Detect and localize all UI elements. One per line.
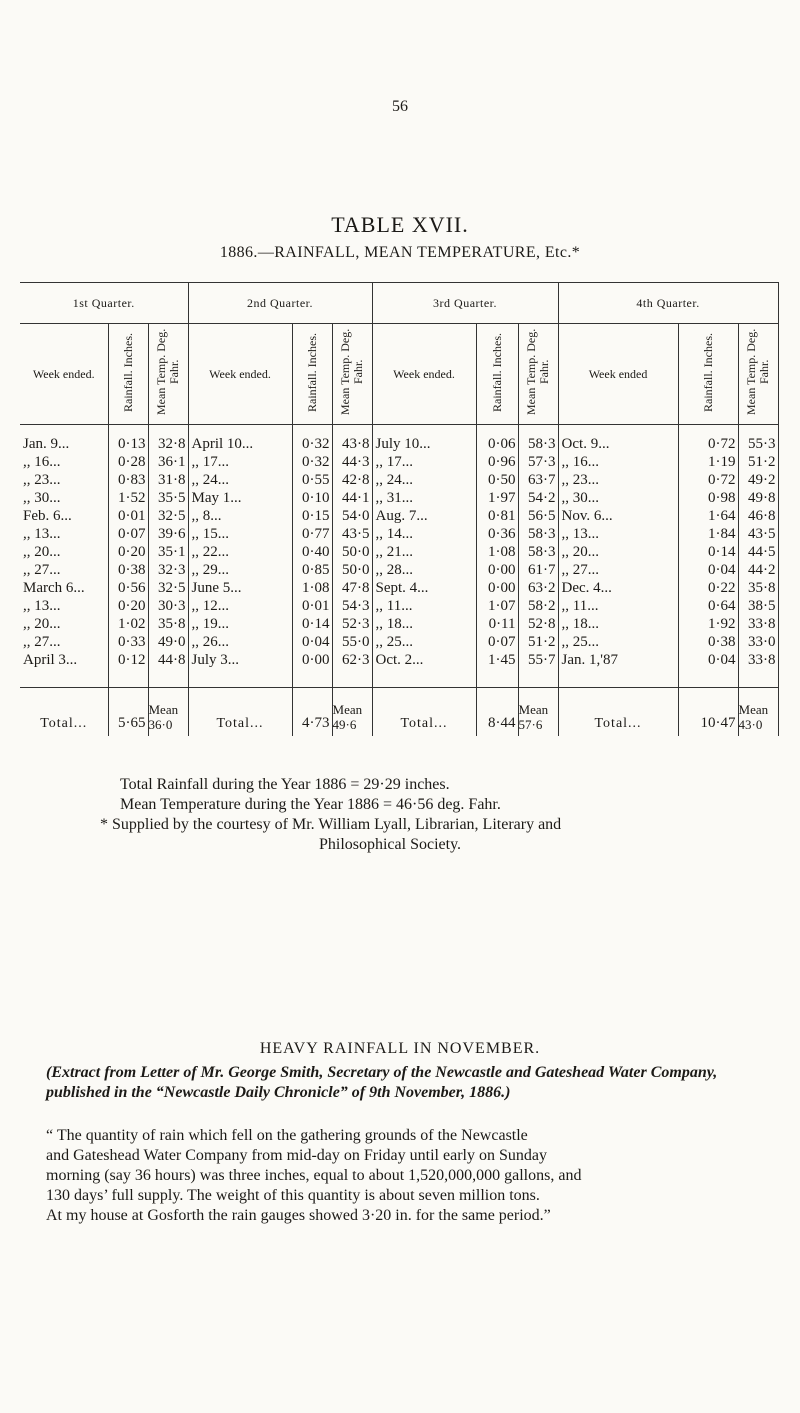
mean-temp-cell: 33·0 [738, 633, 778, 651]
vertical-header-text: Mean Temp. Deg. Fahr. [154, 328, 181, 416]
table-row [20, 425, 778, 454]
rainfall-cell: 0·56 [108, 579, 148, 597]
mean-temp-cell [518, 688, 558, 737]
mean-temp-cell: 58·3 [518, 543, 558, 561]
rainfall-cell: 1·08 [476, 543, 518, 561]
mean-temp-cell: 35·8 [148, 615, 188, 633]
mean-temp-cell: 32·5 [148, 507, 188, 525]
week-ended-cell: ,, 21... [372, 543, 476, 561]
mean-temp-cell: 43·5 [332, 525, 372, 543]
footnote-line: * Supplied by the courtesy of Mr. William Lyall, Librarian, Literary and [100, 816, 562, 833]
vertical-header-text: Mean Temp. Deg. Fahr. [744, 328, 772, 416]
week-ended-cell: April 10... [188, 425, 292, 454]
rainfall-cell: 1·92 [678, 615, 738, 633]
mean-temp-header [738, 324, 778, 425]
rainfall-cell: 0·04 [678, 561, 738, 579]
totals-row [20, 688, 778, 737]
week-ended-header: Week ended. [372, 324, 476, 425]
table-row [20, 489, 778, 507]
week-ended-cell: ,, 27... [23, 634, 61, 650]
week-ended-cell: ,, 23... [23, 472, 61, 488]
mean-temp-cell: 32·5 [148, 579, 188, 597]
mean-label: Mean [518, 702, 549, 717]
mean-temp-cell: 55·7 [518, 651, 558, 688]
vertical-header-text: Mean Temp. Deg. Fahr. [524, 328, 552, 416]
mean-temp-cell [738, 688, 778, 737]
rainfall-cell: 1·08 [292, 579, 332, 597]
week-ended-cell: ,, 24... [372, 471, 476, 489]
mean-temp-cell: 42·8 [332, 471, 372, 489]
mean-temp-cell: 54·3 [332, 597, 372, 615]
mean-temp-cell: 32·3 [148, 561, 188, 579]
mean-temp-header [332, 324, 372, 425]
mean-temp-value: 36·0 [148, 717, 173, 732]
week-ended-cell: ,, 20... [23, 616, 61, 632]
week-ended-cell: ,, 25... [558, 633, 678, 651]
mean-temp-cell: 49·8 [738, 489, 778, 507]
vertical-header-text: Rainfall. Inches. [489, 332, 504, 412]
mean-temp-cell [332, 688, 372, 737]
mean-temp-cell: 50·0 [332, 561, 372, 579]
table-row [20, 651, 778, 688]
mean-temp-cell: 55·3 [738, 425, 778, 454]
total-label: Total... [558, 688, 678, 737]
rainfall-cell: 0·00 [476, 579, 518, 597]
week-ended-cell: ,, 11... [558, 597, 678, 615]
mean-temp-cell: 39·6 [148, 525, 188, 543]
mean-temp-cell: 54·0 [332, 507, 372, 525]
rainfall-cell: 0·32 [292, 453, 332, 471]
summary-notes [60, 775, 760, 855]
table-title: TABLE XVII. [331, 212, 469, 237]
mean-temp-cell: 54·2 [518, 489, 558, 507]
week-ended-cell: ,, 11... [372, 597, 476, 615]
mean-temp-cell: 38·5 [738, 597, 778, 615]
table-row [20, 579, 778, 597]
mean-temp-cell: 44·5 [738, 543, 778, 561]
rainfall-header [476, 324, 518, 425]
total-rainfall-note: Total Rainfall during the Year 1886 = 29·29 inches. [120, 776, 450, 793]
week-ended-cell: ,, 18... [372, 615, 476, 633]
week-ended-cell: Feb. 6... [23, 508, 72, 524]
vertical-header-text: Rainfall. Inches. [700, 332, 715, 412]
column-header-row [20, 324, 778, 425]
vertical-header-text: Rainfall. Inches. [120, 332, 135, 412]
week-ended-cell: Jan. 9... [23, 436, 70, 452]
rainfall-cell: 0·98 [678, 489, 738, 507]
rainfall-cell: 0·04 [292, 633, 332, 651]
mean-temp-cell: 52·8 [518, 615, 558, 633]
week-ended-cell: ,, 13... [23, 526, 61, 542]
week-ended-cell: ,, 27... [558, 561, 678, 579]
quote-line: 130 days’ full supply. The weight of this quantity is about seven million tons. [46, 1187, 540, 1204]
rainfall-header [292, 324, 332, 425]
rainfall-cell: 0·10 [292, 489, 332, 507]
rainfall-cell: 0·07 [108, 525, 148, 543]
table-row [20, 525, 778, 543]
week-ended-cell: ,, 15... [188, 525, 292, 543]
rainfall-cell: 0·20 [108, 597, 148, 615]
mean-temp-value: 43·0 [738, 717, 763, 732]
rainfall-header [678, 324, 738, 425]
week-ended-cell: ,, 23... [558, 471, 678, 489]
mean-temp-cell: 33·8 [738, 615, 778, 633]
mean-temp-value: 57·6 [518, 717, 543, 732]
rainfall-cell: 0·06 [476, 425, 518, 454]
rainfall-cell: 0·77 [292, 525, 332, 543]
week-ended-cell: ,, 28... [372, 561, 476, 579]
article-heading: HEAVY RAINFALL IN NOVEMBER. [259, 1040, 541, 1057]
mean-temp-cell: 49·2 [738, 471, 778, 489]
mean-temp-cell: 31·8 [148, 471, 188, 489]
total-rainfall: 4·73 [292, 688, 332, 737]
rainfall-cell: 1·07 [476, 597, 518, 615]
week-ended-cell: June 5... [188, 579, 292, 597]
rainfall-cell: 0·13 [108, 425, 148, 454]
mean-temperature-note: Mean Temperature during the Year 1886 = 46·56 deg. Fahr. [120, 796, 501, 813]
rainfall-cell: 0·28 [108, 453, 148, 471]
rainfall-cell: 0·15 [292, 507, 332, 525]
mean-temp-cell: 44·1 [332, 489, 372, 507]
quarter-heading: 2nd Quarter. [188, 283, 372, 324]
week-ended-cell: April 3... [23, 652, 78, 668]
mean-temp-cell: 50·0 [332, 543, 372, 561]
week-ended-cell: ,, 29... [188, 561, 292, 579]
rainfall-cell: 0·11 [476, 615, 518, 633]
rainfall-cell: 0·12 [108, 651, 148, 688]
rainfall-cell: 1·64 [678, 507, 738, 525]
vertical-header-text: Mean Temp. Deg. Fahr. [338, 328, 366, 416]
week-ended-cell: Nov. 6... [558, 507, 678, 525]
mean-temp-value: 49·6 [332, 717, 357, 732]
mean-temp-cell: 36·1 [148, 453, 188, 471]
week-ended-cell: ,, 13... [558, 525, 678, 543]
rainfall-table [20, 282, 779, 736]
quote-line: morning (say 36 hours) was three inches, equal to about 1,520,000,000 gallons, and [46, 1167, 582, 1184]
mean-temp-cell: 43·5 [738, 525, 778, 543]
mean-temp-cell: 44·3 [332, 453, 372, 471]
rainfall-cell: 1·19 [678, 453, 738, 471]
week-ended-cell: ,, 26... [188, 633, 292, 651]
week-ended-header: Week ended. [188, 324, 292, 425]
mean-temp-cell: 63·7 [518, 471, 558, 489]
rainfall-cell: 0·72 [678, 471, 738, 489]
footnote-line: Philosophical Society. [318, 836, 462, 853]
week-ended-cell: ,, 30... [558, 489, 678, 507]
table-row [20, 615, 778, 633]
week-ended-cell: ,, 27... [23, 562, 61, 578]
quote-line: At my house at Gosforth the rain gauges showed 3·20 in. for the same period.” [46, 1207, 551, 1224]
week-ended-cell: ,, 22... [188, 543, 292, 561]
week-ended-cell: ,, 17... [372, 453, 476, 471]
week-ended-cell: ,, 14... [372, 525, 476, 543]
total-label: Total... [372, 688, 476, 737]
rainfall-cell: 0·38 [678, 633, 738, 651]
total-rainfall: 10·47 [678, 688, 738, 737]
table-row [20, 561, 778, 579]
mean-temp-cell: 46·8 [738, 507, 778, 525]
rainfall-cell: 0·38 [108, 561, 148, 579]
rainfall-cell: 0·55 [292, 471, 332, 489]
mean-temp-cell: 43·8 [332, 425, 372, 454]
total-rainfall: 5·65 [108, 688, 148, 737]
table-row [20, 471, 778, 489]
mean-label: Mean [332, 702, 363, 717]
mean-temp-cell: 35·8 [738, 579, 778, 597]
week-ended-cell: ,, 20... [23, 544, 61, 560]
week-ended-cell: Oct. 9... [558, 425, 678, 454]
mean-temp-cell: 44·8 [148, 651, 188, 688]
week-ended-cell: Dec. 4... [558, 579, 678, 597]
quarter-heading: 3rd Quarter. [372, 283, 558, 324]
article-extract: (Extract from Letter of Mr. George Smith, Secretary of the Newcastle and Gateshead Water Company, published in the “Newcastle Daily Chronicle” of 9th November, 1886.) [46, 1064, 718, 1101]
mean-temp-cell: 51·2 [518, 633, 558, 651]
week-ended-cell: ,, 19... [188, 615, 292, 633]
total-label: Total... [20, 688, 108, 737]
mean-label: Mean [738, 702, 769, 717]
rainfall-cell: 1·45 [476, 651, 518, 688]
rainfall-cell: 0·32 [292, 425, 332, 454]
rainfall-cell: 0·04 [678, 651, 738, 688]
mean-temp-cell: 55·0 [332, 633, 372, 651]
week-ended-cell: ,, 25... [372, 633, 476, 651]
rainfall-table-container [20, 282, 778, 736]
table-row [20, 507, 778, 525]
week-ended-cell: ,, 17... [188, 453, 292, 471]
rainfall-cell: 0·00 [292, 651, 332, 688]
table-row [20, 597, 778, 615]
page-number: 56 [392, 98, 408, 115]
mean-temp-cell: 49·0 [148, 633, 188, 651]
week-ended-cell: March 6... [23, 580, 85, 596]
week-ended-cell: Sept. 4... [372, 579, 476, 597]
week-ended-cell: ,, 30... [23, 490, 61, 506]
total-rainfall: 8·44 [476, 688, 518, 737]
mean-temp-cell: 30·3 [148, 597, 188, 615]
quote-line: and Gateshead Water Company from mid-day on Friday until early on Sunday [46, 1147, 547, 1164]
rainfall-cell: 0·36 [476, 525, 518, 543]
week-ended-cell: ,, 12... [188, 597, 292, 615]
rainfall-cell: 0·83 [108, 471, 148, 489]
rainfall-cell: 1·84 [678, 525, 738, 543]
week-ended-cell: ,, 20... [558, 543, 678, 561]
mean-label: Mean [148, 702, 179, 717]
rainfall-cell: 0·14 [292, 615, 332, 633]
rainfall-cell: 0·20 [108, 543, 148, 561]
mean-temp-cell: 35·1 [148, 543, 188, 561]
rainfall-cell: 0·40 [292, 543, 332, 561]
mean-temp-cell: 52·3 [332, 615, 372, 633]
mean-temp-cell: 57·3 [518, 453, 558, 471]
quote-line: “ The quantity of rain which fell on the gathering grounds of the Newcastle [46, 1127, 528, 1144]
mean-temp-cell: 32·8 [148, 425, 188, 454]
mean-temp-cell: 62·3 [332, 651, 372, 688]
mean-temp-cell: 58·3 [518, 425, 558, 454]
rainfall-cell: 0·22 [678, 579, 738, 597]
quarter-header-row [20, 283, 778, 324]
week-ended-cell: Aug. 7... [372, 507, 476, 525]
week-ended-cell: ,, 31... [372, 489, 476, 507]
mean-temp-cell: 58·3 [518, 525, 558, 543]
table-row [20, 633, 778, 651]
week-ended-cell: ,, 24... [188, 471, 292, 489]
week-ended-cell: ,, 16... [558, 453, 678, 471]
rainfall-cell: 0·72 [678, 425, 738, 454]
quarter-heading: 1st Quarter. [20, 283, 188, 324]
week-ended-cell: May 1... [188, 489, 292, 507]
mean-temp-cell: 35·5 [148, 489, 188, 507]
total-label: Total... [188, 688, 292, 737]
mean-temp-cell: 51·2 [738, 453, 778, 471]
table-row [20, 543, 778, 561]
rainfall-cell: 0·07 [476, 633, 518, 651]
rainfall-cell: 0·81 [476, 507, 518, 525]
week-ended-cell: Oct. 2... [372, 651, 476, 688]
rainfall-header [108, 324, 148, 425]
week-ended-header: Week ended [558, 324, 678, 425]
rainfall-cell: 0·00 [476, 561, 518, 579]
table-subtitle: 1886.—RAINFALL, MEAN TEMPERATURE, Etc.* [219, 244, 581, 261]
mean-temp-header [518, 324, 558, 425]
week-ended-header: Week ended. [20, 324, 108, 425]
week-ended-cell: ,, 13... [23, 598, 61, 614]
mean-temp-cell: 61·7 [518, 561, 558, 579]
mean-temp-cell: 63·2 [518, 579, 558, 597]
table-row [20, 453, 778, 471]
rainfall-cell: 0·50 [476, 471, 518, 489]
rainfall-cell: 0·85 [292, 561, 332, 579]
article-quote [46, 1126, 760, 1226]
week-ended-cell: July 3... [188, 651, 292, 688]
week-ended-cell: ,, 8... [188, 507, 292, 525]
rainfall-cell: 1·02 [108, 615, 148, 633]
rainfall-cell: 0·64 [678, 597, 738, 615]
quarter-heading: 4th Quarter. [558, 283, 778, 324]
rainfall-cell: 0·96 [476, 453, 518, 471]
rainfall-cell: 0·01 [108, 507, 148, 525]
mean-temp-header [148, 324, 188, 425]
rainfall-cell: 1·97 [476, 489, 518, 507]
mean-temp-cell: 56·5 [518, 507, 558, 525]
week-ended-cell: Jan. 1,'87 [558, 651, 678, 688]
week-ended-cell: July 10... [372, 425, 476, 454]
mean-temp-cell: 33·8 [738, 651, 778, 688]
rainfall-cell: 0·14 [678, 543, 738, 561]
rainfall-cell: 0·33 [108, 633, 148, 651]
mean-temp-cell: 44·2 [738, 561, 778, 579]
table-body [20, 425, 778, 737]
week-ended-cell: ,, 16... [23, 454, 61, 470]
vertical-header-text: Rainfall. Inches. [304, 332, 319, 412]
rainfall-cell: 1·52 [108, 489, 148, 507]
mean-temp-cell: 58·2 [518, 597, 558, 615]
rainfall-cell: 0·01 [292, 597, 332, 615]
mean-temp-cell: 47·8 [332, 579, 372, 597]
mean-temp-cell [148, 688, 188, 737]
week-ended-cell: ,, 18... [558, 615, 678, 633]
